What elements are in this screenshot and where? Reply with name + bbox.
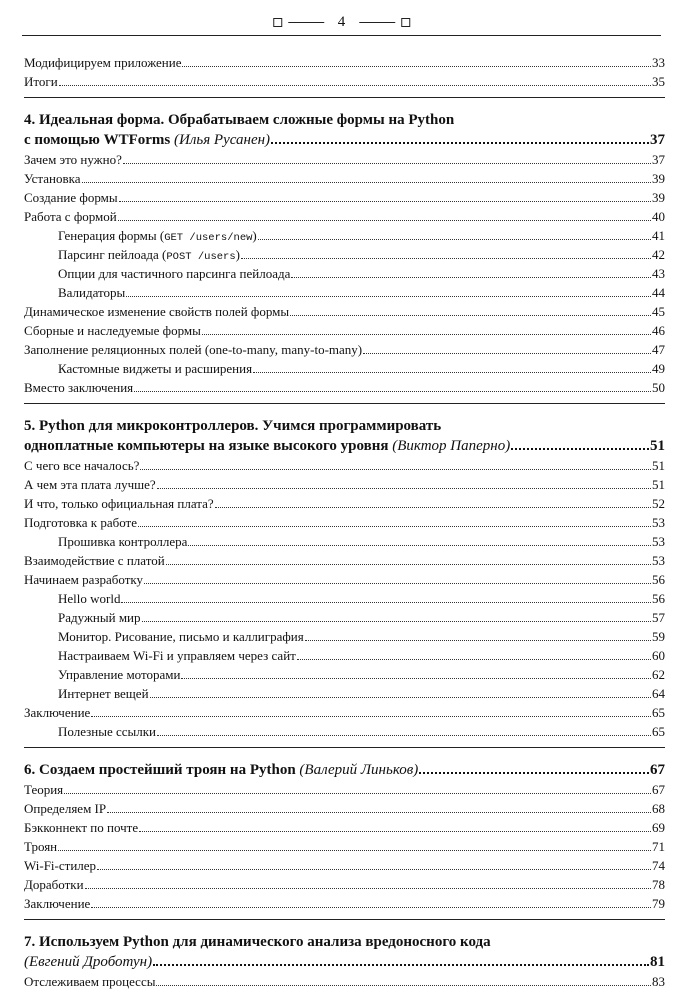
dot-leader — [82, 170, 651, 183]
page-header — [22, 6, 661, 36]
dot-leader — [258, 227, 651, 240]
dot-leader — [166, 552, 651, 565]
toc-entry — [24, 703, 665, 722]
chapter-4-entries-c — [24, 378, 665, 397]
toc-entry-page: 42 — [652, 247, 665, 262]
dot-leader — [58, 838, 651, 851]
toc-entry-title: Парсинг пейлоада (POST /users) — [58, 247, 240, 263]
toc-entry-title: Доработки — [24, 877, 84, 892]
toc-entry-page: 56 — [652, 591, 665, 606]
chapter-separator — [24, 747, 665, 748]
chapter-5-title: 5. Python для микроконтроллеров. Учимся программировать — [24, 418, 442, 434]
toc-entry-page: 57 — [652, 610, 665, 625]
chapter-7-author: (Евгений Дроботун) — [24, 954, 153, 970]
dot-leader — [64, 781, 651, 794]
toc-entry-title: Начинаем разработку — [24, 572, 144, 587]
dot-leader — [305, 628, 651, 641]
toc-entry-page: 41 — [652, 228, 665, 243]
toc-entry-title: Настраиваем Wi-Fi и управляем через сайт — [58, 648, 296, 663]
dot-leader — [156, 973, 651, 986]
toc-entry-page: 53 — [652, 515, 665, 530]
toc-entry-page: 56 — [652, 572, 665, 587]
toc-entry — [24, 837, 665, 856]
dot-leader — [59, 73, 651, 86]
toc-entry-page: 59 — [652, 629, 665, 644]
toc-entry-page: 40 — [652, 209, 665, 224]
toc-entry — [24, 646, 665, 665]
toc-entry-title: Определяем IP — [24, 801, 107, 816]
toc-entry-page: 62 — [652, 667, 665, 682]
toc-entry-title: Генерация формы (GET /users/new) — [58, 228, 257, 244]
dot-leader — [85, 876, 651, 889]
dot-leader — [157, 476, 651, 489]
toc-entry-title: Работа с формой — [24, 209, 117, 224]
toc-entry-page: 47 — [652, 342, 665, 357]
dot-leader — [188, 533, 651, 546]
dot-leader — [215, 495, 651, 508]
chapter-6 — [24, 760, 665, 780]
ornament-square-left — [273, 18, 282, 27]
toc-section-top — [24, 53, 665, 91]
toc-entry — [24, 570, 665, 589]
chapter-4 — [24, 110, 665, 150]
toc-entry — [24, 359, 665, 378]
dot-leader — [511, 436, 649, 450]
chapter-5-author: (Виктор Паперно) — [392, 438, 511, 454]
chapter-5-entries-f — [24, 722, 665, 741]
dot-leader — [202, 322, 651, 335]
toc-entry-title: С чего все началось? — [24, 458, 140, 473]
chapter-5-entries-d — [24, 589, 665, 703]
toc-entry-title: Модифицируем приложение — [24, 55, 182, 70]
chapter-4-author: (Илья Русанен) — [174, 132, 271, 148]
toc-entry-title: Wi-Fi-стилер — [24, 858, 97, 873]
toc-entry — [24, 608, 665, 627]
page-number: 4 — [337, 14, 346, 30]
toc-entry-title: Интернет вещей — [58, 686, 149, 701]
toc-entry-title: Сборные и наследуемые формы — [24, 323, 201, 338]
dot-leader — [107, 800, 651, 813]
toc-entry — [24, 207, 665, 226]
toc-entry — [24, 494, 665, 513]
dot-leader — [150, 685, 651, 698]
toc-entry — [24, 245, 665, 264]
chapter-separator — [24, 97, 665, 98]
toc-entry — [24, 856, 665, 875]
toc-entry-title: Бэкконнект по почте — [24, 820, 139, 835]
toc-entry-page: 50 — [652, 380, 665, 395]
toc-entry-title: Заключение — [24, 896, 91, 911]
toc-entry-title: Троян — [24, 839, 58, 854]
toc-entry-title: Взаимодействие с платой — [24, 553, 165, 568]
toc-entry — [24, 972, 665, 991]
toc-entry — [24, 722, 665, 741]
chapter-7-title-cont — [24, 952, 665, 972]
code-text: GET /users/new — [164, 232, 253, 244]
toc-entry — [24, 72, 665, 91]
toc-entry — [24, 456, 665, 475]
toc-entry — [24, 665, 665, 684]
toc-entry — [24, 53, 665, 72]
toc-entry-title: Управление моторами — [58, 667, 181, 682]
toc-entry-page: 67 — [652, 782, 665, 797]
chapter-4-subentries-b — [24, 359, 665, 378]
chapter-5-title-cont — [24, 436, 665, 456]
dot-leader — [138, 514, 651, 527]
chapter-6-title-row — [24, 760, 665, 780]
toc-entry — [24, 589, 665, 608]
toc-entry — [24, 264, 665, 283]
toc-entry-page: 79 — [652, 896, 665, 911]
toc-entry-page: 33 — [652, 55, 665, 70]
chapter-4-title-line2: с помощью WTForms — [24, 132, 171, 148]
toc-entry-title: Создание формы — [24, 190, 118, 205]
toc-entry — [24, 799, 665, 818]
chapter-6-page: 67 — [650, 762, 665, 778]
chapter-4-entries — [24, 150, 665, 226]
dot-leader — [91, 704, 651, 717]
toc-entry-page: 37 — [652, 152, 665, 167]
toc-entry-page: 65 — [652, 724, 665, 739]
toc-entry — [24, 169, 665, 188]
chapter-7 — [24, 932, 665, 972]
dot-leader — [134, 379, 651, 392]
dot-leader — [140, 457, 651, 470]
ornament-line-right — [359, 22, 395, 23]
toc-entry-title: Полезные ссылки — [58, 724, 157, 739]
toc-entry-page: 44 — [652, 285, 665, 300]
chapter-4-title: 4. Идеальная форма. Обрабатываем сложные формы на Python — [24, 112, 455, 128]
toc-entry-title: Отслеживаем процессы — [24, 974, 156, 989]
page-header-ornament — [273, 14, 411, 31]
toc-entry — [24, 475, 665, 494]
toc-entry-page: 64 — [652, 686, 665, 701]
chapter-5 — [24, 416, 665, 456]
dot-leader — [153, 952, 649, 966]
toc-entry — [24, 283, 665, 302]
toc-entry-page: 45 — [652, 304, 665, 319]
dot-leader — [241, 246, 651, 259]
dot-leader — [291, 265, 651, 278]
toc-entry-page: 68 — [652, 801, 665, 816]
toc-entry-title: Вместо заключения — [24, 380, 134, 395]
dot-leader — [253, 360, 651, 373]
toc-entry — [24, 150, 665, 169]
toc-entry-title: Итоги — [24, 74, 58, 89]
toc-entry-title: Динамическое изменение свойств полей формы — [24, 304, 290, 319]
chapter-6-author: (Валерий Линьков) — [299, 762, 419, 778]
toc-entry-title: Прошивка контроллера — [58, 534, 188, 549]
dot-leader — [181, 666, 651, 679]
dot-leader — [297, 647, 651, 660]
toc-entry-title: Заполнение реляционных полей (one-to-many, many-to-many) — [24, 342, 363, 357]
toc-entry — [24, 340, 665, 359]
toc-entry-page: 83 — [652, 974, 665, 989]
toc-entry-page: 65 — [652, 705, 665, 720]
toc-entry-title: Теория — [24, 782, 64, 797]
toc-entry — [24, 684, 665, 703]
toc-entry-page: 60 — [652, 648, 665, 663]
chapter-6-title: 6. Создаем простейший троян на Python — [24, 762, 296, 778]
chapter-4-title-cont — [24, 130, 665, 150]
dot-leader — [271, 130, 649, 144]
toc-entry-page: 53 — [652, 553, 665, 568]
toc-entry-title: Установка — [24, 171, 81, 186]
toc-entry-page: 43 — [652, 266, 665, 281]
dot-leader — [123, 151, 651, 164]
table-of-contents — [24, 53, 665, 991]
toc-entry-page: 51 — [652, 477, 665, 492]
dot-leader — [363, 341, 651, 354]
ornament-square-right — [401, 18, 410, 27]
ornament-line-left — [288, 22, 324, 23]
toc-entry — [24, 894, 665, 913]
toc-entry-page: 74 — [652, 858, 665, 873]
toc-entry-title: Подготовка к работе — [24, 515, 137, 530]
dot-leader — [119, 189, 651, 202]
chapter-7-page: 81 — [650, 954, 665, 970]
chapter-7-title: 7. Используем Python для динамического анализа вредоносного кода — [24, 934, 491, 950]
toc-entry-page: 39 — [652, 171, 665, 186]
toc-entry-page: 69 — [652, 820, 665, 835]
toc-entry — [24, 780, 665, 799]
toc-entry-title: Валидаторы — [58, 285, 126, 300]
chapter-5-entries-e — [24, 703, 665, 722]
toc-entry-page: 49 — [652, 361, 665, 376]
toc-entry-title: Кастомные виджеты и расширения — [58, 361, 253, 376]
chapter-5-entries-c — [24, 551, 665, 589]
toc-entry-page: 71 — [652, 839, 665, 854]
toc-entry — [24, 627, 665, 646]
dot-leader — [139, 819, 651, 832]
dot-leader — [118, 208, 651, 221]
toc-entry-page: 39 — [652, 190, 665, 205]
toc-entry-page: 52 — [652, 496, 665, 511]
chapter-5-entries-a — [24, 456, 665, 532]
toc-entry-title: Hello world — [58, 591, 121, 606]
toc-entry — [24, 321, 665, 340]
toc-entry — [24, 188, 665, 207]
dot-leader — [182, 54, 651, 67]
chapter-5-entries-b — [24, 532, 665, 551]
chapter-5-page: 51 — [650, 438, 665, 454]
toc-entry — [24, 875, 665, 894]
chapter-5-title-line2: одноплатные компьютеры на языке высокого уровня — [24, 438, 389, 454]
toc-entry — [24, 513, 665, 532]
toc-entry-title: Радужный мир — [58, 610, 141, 625]
chapter-4-page: 37 — [650, 132, 665, 148]
toc-entry — [24, 378, 665, 397]
toc-entry-title: Монитор. Рисование, письмо и каллиграфия — [58, 629, 304, 644]
toc-entry — [24, 551, 665, 570]
chapter-4-subentries — [24, 264, 665, 302]
toc-entry-page: 51 — [652, 458, 665, 473]
dot-leader — [419, 760, 649, 774]
toc-entry-title: Заключение — [24, 705, 91, 720]
dot-leader — [126, 284, 651, 297]
dot-leader — [91, 895, 651, 908]
chapter-separator — [24, 403, 665, 404]
toc-entry-title: А чем эта плата лучше? — [24, 477, 156, 492]
toc-entry — [24, 818, 665, 837]
toc-entry — [24, 226, 665, 245]
dot-leader — [121, 590, 651, 603]
toc-entry — [24, 302, 665, 321]
dot-leader — [290, 303, 651, 316]
chapter-separator — [24, 919, 665, 920]
toc-entry-page: 53 — [652, 534, 665, 549]
toc-entry-page: 46 — [652, 323, 665, 338]
toc-entry-title: Зачем это нужно? — [24, 152, 122, 167]
toc-entry — [24, 532, 665, 551]
dot-leader — [157, 723, 651, 736]
dot-leader — [144, 571, 651, 584]
chapter-6-entries — [24, 780, 665, 913]
chapter-4-entries-b — [24, 302, 665, 359]
toc-entry-title: И что, только официальная плата? — [24, 496, 214, 511]
toc-entry-title: Опции для частичного парсинга пейлоада — [58, 266, 291, 281]
dot-leader — [97, 857, 651, 870]
dot-leader — [142, 609, 651, 622]
chapter-7-entries — [24, 972, 665, 991]
toc-entry-page: 35 — [652, 74, 665, 89]
code-text: POST /users — [166, 251, 236, 263]
toc-entry-page: 78 — [652, 877, 665, 892]
